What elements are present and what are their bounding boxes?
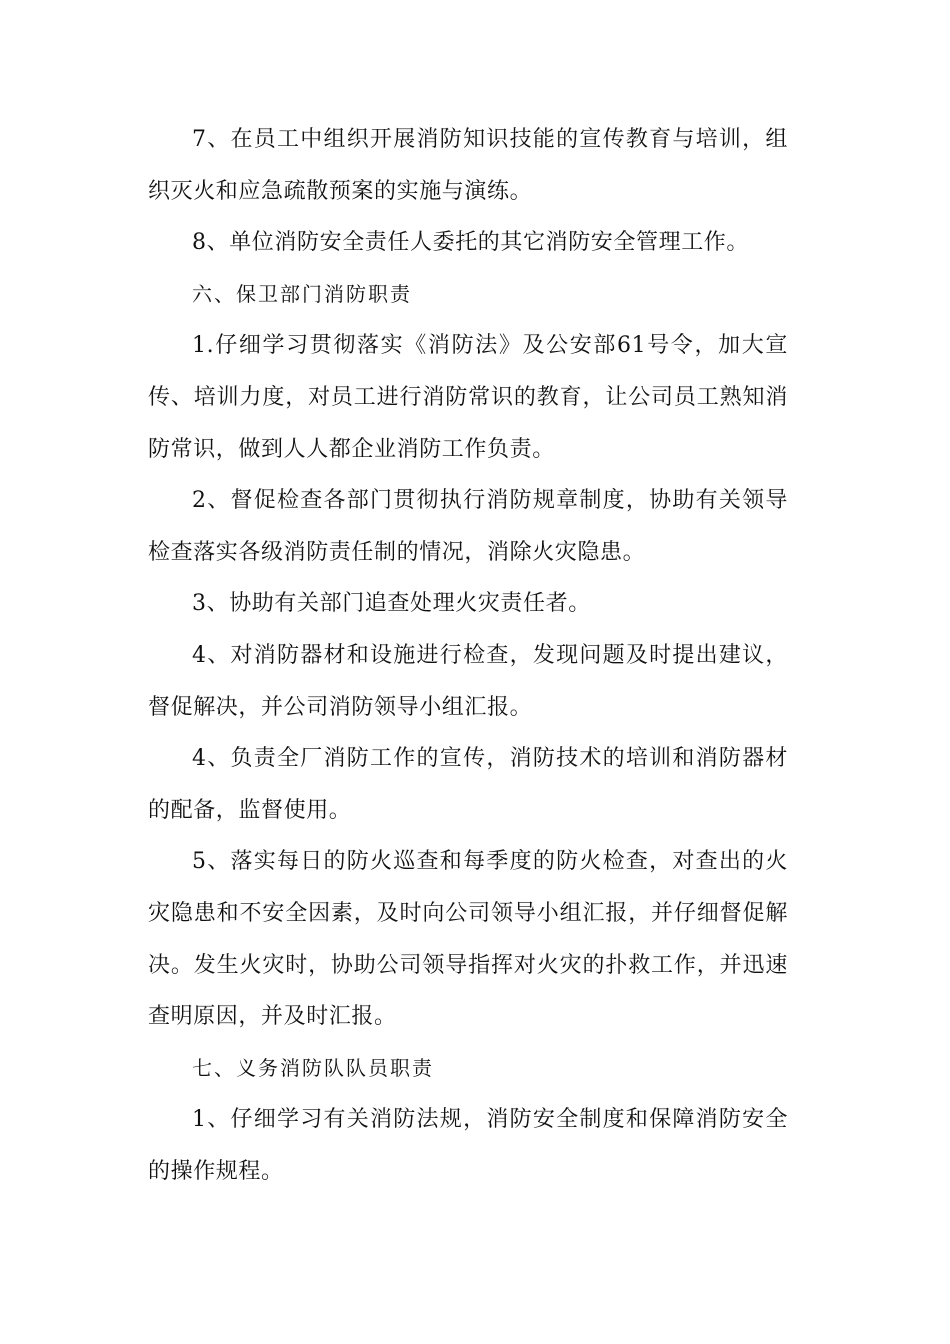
paragraph-security-2: 2、督促检查各部门贯彻执行消防规章制度，协助有关领导检查落实各级消防责任制的情况，消除火灾隐患。 bbox=[148, 488, 788, 565]
section-heading-security-dept: 六、保卫部门消防职责 bbox=[192, 281, 412, 306]
paragraph-security-4a: 4、对消防器材和设施进行检查，发现问题及时提出建议，督促解决，并公司消防领导小组汇报。 bbox=[148, 642, 788, 720]
paragraph-item-7: 7、在员工中组织开展消防知识技能的宣传教育与培训，组织灭火和应急疏散预案的实施与演练。 bbox=[148, 127, 788, 204]
document-body bbox=[148, 114, 788, 1197]
paragraph-volunteer-1: 1、仔细学习有关消防法规，消防安全制度和保障消防安全的操作规程。 bbox=[148, 1107, 788, 1184]
paragraph-security-3: 3、协助有关部门追查处理火灾责任者。 bbox=[192, 591, 591, 617]
paragraph-security-4b: 4、负责全厂消防工作的宣传，消防技术的培训和消防器材的配备，监督使用。 bbox=[148, 746, 788, 823]
paragraph-security-1: 1.仔细学习贯彻落实《消防法》及公安部61号令，加大宣传、培训力度，对员工进行消防常识的教育，让公司员工熟知消防常识，做到人人都企业消防工作负责。 bbox=[148, 333, 788, 462]
paragraph-security-5: 5、落实每日的防火巡查和每季度的防火检查，对查出的火灾隐患和不安全因素，及时向公司领导小组汇报，并仔细督促解决。发生火灾时，协助公司领导指挥对火灾的扑救工作，并迅速查明原因，并及时汇报。 bbox=[148, 849, 788, 1030]
section-heading-volunteer-team: 七、义务消防队队员职责 bbox=[192, 1055, 434, 1080]
paragraph-item-8: 8、单位消防安全责任人委托的其它消防安全管理工作。 bbox=[192, 230, 749, 256]
